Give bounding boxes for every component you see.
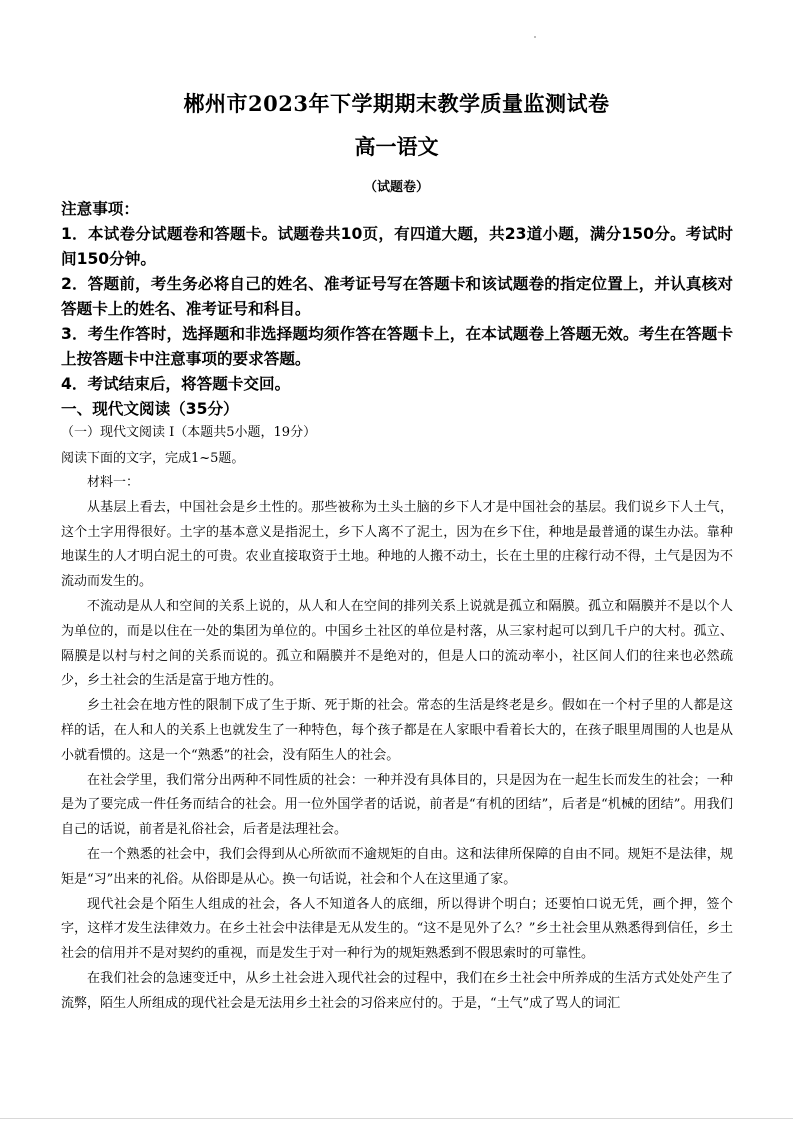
material-label: 材料一： bbox=[87, 475, 140, 490]
subsection-heading: （一）现代文阅读 I（本题共5小题，19分） bbox=[61, 425, 317, 440]
notes-item: 2．答题前，考生务必将自己的姓名、准考证号写在答题卡和该试题卷的指定位置上，并认真核对答题卡上的姓名、准考证号和科目。 bbox=[61, 275, 733, 318]
material-paragraph: 在一个熟悉的社会中，我们会得到从心所欲而不逾规矩的自由。这和法律所保障的自由不同。规矩不是法律，规矩是“习”出来的礼俗。从俗即是从心。换一句话说，社会和个人在这里通了家。 bbox=[61, 846, 733, 887]
material-paragraph: 从基层上看去，中国社会是乡土性的。那些被称为土头土脑的乡下人才是中国社会的基层。我们说乡下人土气，这个土字用得很好。土字的基本意义是指泥土，乡下人离不了泥土，因为在乡下住，种地是最普通的谋生办法。靠种地谋生的人才明白泥土的可贵。农业直接取资于土地。种地的人搬不动土，长在土里的庄稼行动不得，土气是因为不流动而发生的。 bbox=[61, 499, 733, 590]
paper-label: （试题卷） bbox=[363, 180, 429, 195]
material-paragraph: 不流动是从人和空间的关系上说的，从人和人在空间的排列关系上说就是孤立和隔膜。孤立和隔膜并不是以个人为单位的，而是以住在一处的集团为单位的。中国乡土社区的单位是村落，从三家村起可以到几千户的大村。孤立、隔膜是以村与村之间的关系而说的。孤立和隔膜并不是绝对的，但是人口的流动率小，社区间人们的往来也必然疏少，乡土社会的生活是富于地方性的。 bbox=[61, 598, 733, 689]
notes-item: 3．考生作答时，选择题和非选择题均须作答在答题卡上，在本试题卷上答题无效。考生在答题卡上按答题卡中注意事项的要求答题。 bbox=[61, 325, 733, 368]
notes-heading: 注意事项： bbox=[61, 200, 139, 218]
notes-block bbox=[61, 197, 733, 397]
notes-item: 4．考试结束后，将答题卡交回。 bbox=[61, 375, 291, 393]
notes-item: 1．本试卷分试题卷和答题卡。试题卷共10页，有四道大题，共23道小题，满分150分。考试时间150分钟。 bbox=[61, 225, 733, 268]
exam-subject: 高一语文 bbox=[354, 134, 439, 159]
reading-instruction: 阅读下面的文字，完成1~5题。 bbox=[61, 451, 245, 466]
section-heading: 一、现代文阅读（35分） bbox=[61, 400, 239, 418]
material-paragraph: 乡土社会在地方性的限制下成了生于斯、死于斯的社会。常态的生活是终老是乡。假如在一个村子里的人都是这样的话，在人和人的关系上也就发生了一种特色，每个孩子都是在人家眼中看着长大的，在孩子眼里周围的人也是从小就看惯的。这是一个“熟悉”的社会，没有陌生人的社会。 bbox=[61, 698, 733, 763]
material-paragraph: 现代社会是个陌生人组成的社会，各人不知道各人的底细，所以得讲个明白；还要怕口说无凭，画个押，签个字，这样才发生法律效力。在乡土社会中法律是无从发生的。“这不是见外了么？”乡土社会里从熟悉得到信任，乡土社会的信用并不是对契约的重视，而是发生于对一种行为的规矩熟悉到不假思索时的可靠性。 bbox=[61, 896, 733, 962]
material-paragraph: 在我们社会的急速变迁中，从乡土社会进入现代社会的过程中，我们在乡土社会中所养成的生活方式处处产生了流弊，陌生人所组成的现代社会是无法用乡土社会的习俗来应付的。于是，“土气”成了骂人的词汇 bbox=[61, 970, 733, 1011]
reading-material bbox=[61, 471, 733, 1017]
scan-speck bbox=[534, 36, 536, 38]
page-bottom-rule bbox=[0, 1118, 793, 1119]
material-paragraph: 在社会学里，我们常分出两种不同性质的社会：一种并没有具体目的，只是因为在一起生长而发生的社会；一种是为了要完成一件任务而结合的社会。用一位外国学者的话说，前者是“有机的团结”，后者是“机械的团结”。用我们自己的话说，前者是礼俗社会，后者是法理社会。 bbox=[61, 772, 733, 838]
exam-title: 郴州市2023年下学期期末教学质量监测试卷 bbox=[183, 91, 610, 116]
